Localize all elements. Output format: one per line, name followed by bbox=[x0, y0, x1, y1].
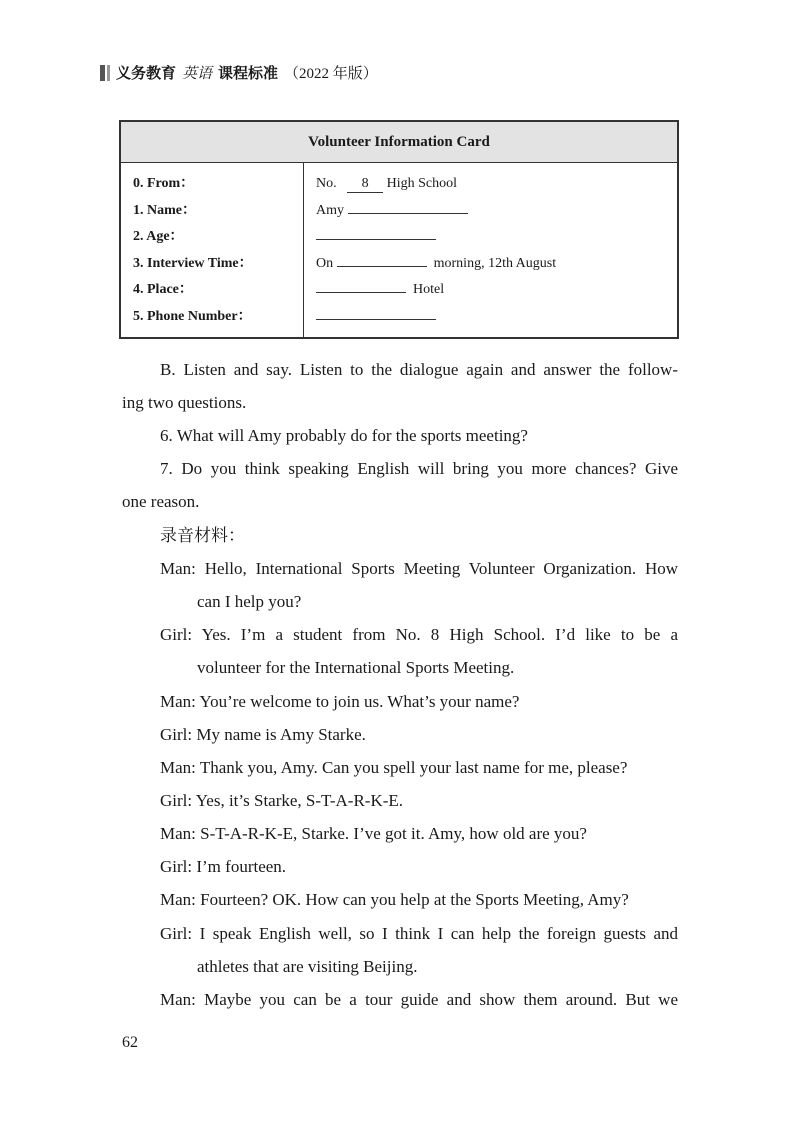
dialogue-line: volunteer for the International Sports Meeting. bbox=[197, 658, 515, 677]
body-line: B. Listen and say. Listen to the dialogue again and answer the follow- bbox=[160, 360, 678, 379]
dialogue-line: Man: Maybe you can be a tour guide and show them around. But we bbox=[160, 990, 678, 1009]
card-title: Volunteer Information Card bbox=[120, 121, 678, 163]
body-line: 录音材料： bbox=[160, 526, 245, 545]
phone-blank bbox=[316, 305, 436, 320]
from-blank: 8 bbox=[347, 176, 383, 193]
place-suffix: Hotel bbox=[413, 282, 445, 298]
from-suffix: High School bbox=[386, 176, 458, 191]
from-prefix: No. bbox=[316, 176, 337, 191]
dialogue-line: Girl: Yes, it’s Starke, S-T-A-R-K-E. bbox=[160, 791, 404, 810]
dialogue-line: Girl: Yes. I’m a student from No. 8 High School. I’d like to be a bbox=[160, 625, 678, 644]
label-name: 1. Name： bbox=[133, 202, 196, 218]
dialogue-line: Girl: My name is Amy Starke. bbox=[160, 725, 366, 744]
value-from bbox=[316, 171, 667, 198]
value-age bbox=[316, 224, 667, 251]
value-name bbox=[316, 198, 667, 225]
value-interview-time bbox=[316, 251, 667, 278]
dialogue-line: Man: You’re welcome to join us. What’s your name? bbox=[160, 692, 520, 711]
label-interview-time: 3. Interview Time： bbox=[133, 255, 253, 271]
header-part4: （2022 年版） bbox=[284, 66, 378, 82]
label-place: 4. Place： bbox=[133, 282, 193, 298]
dialogue-line: Girl: I speak English well, so I think I can help the foreign guests and bbox=[160, 924, 678, 943]
body-line: one reason. bbox=[122, 492, 200, 511]
value-phone bbox=[316, 304, 667, 331]
label-phone: 5. Phone Number： bbox=[133, 308, 252, 324]
card-values bbox=[304, 163, 679, 338]
dialogue-line: athletes that are visiting Beijing. bbox=[197, 957, 418, 976]
body-line: ing two questions. bbox=[122, 393, 247, 412]
header-part1: 义务教育 bbox=[116, 66, 177, 82]
card-labels bbox=[120, 163, 304, 338]
running-header bbox=[100, 62, 378, 83]
name-blank bbox=[348, 199, 468, 214]
dialogue-line: Man: Fourteen? OK. How can you help at the Sports Meeting, Amy? bbox=[160, 890, 629, 909]
page-number: 62 bbox=[122, 1034, 138, 1051]
label-from: 0. From： bbox=[133, 176, 195, 191]
dialogue-line: Man: Hello, International Sports Meeting Volunteer Organization. How bbox=[160, 559, 678, 578]
time-blank bbox=[337, 252, 427, 267]
time-prefix: On bbox=[316, 255, 334, 271]
dialogue-line: Man: Thank you, Amy. Can you spell your last name for me, please? bbox=[160, 758, 628, 777]
dialogue-line: Girl: I’m fourteen. bbox=[160, 857, 287, 876]
value-place bbox=[316, 277, 667, 304]
volunteer-info-card bbox=[119, 120, 679, 339]
time-suffix: morning, 12th August bbox=[433, 255, 557, 271]
header-part3: 课程标准 bbox=[218, 66, 279, 82]
name-prefix: Amy bbox=[316, 202, 344, 218]
dialogue-line: can I help you? bbox=[197, 592, 302, 611]
body-line: 6. What will Amy probably do for the sports meeting? bbox=[160, 426, 528, 445]
dialogue-line: Man: S-T-A-R-K-E, Starke. I’ve got it. Amy, how old are you? bbox=[160, 824, 587, 843]
place-blank bbox=[316, 278, 406, 293]
body-line: 7. Do you think speaking English will bring you more chances? Give bbox=[160, 459, 678, 478]
label-age: 2. Age： bbox=[133, 229, 184, 245]
header-bars-icon bbox=[100, 65, 110, 81]
header-part2: 英语 bbox=[182, 66, 213, 82]
age-blank bbox=[316, 225, 436, 240]
